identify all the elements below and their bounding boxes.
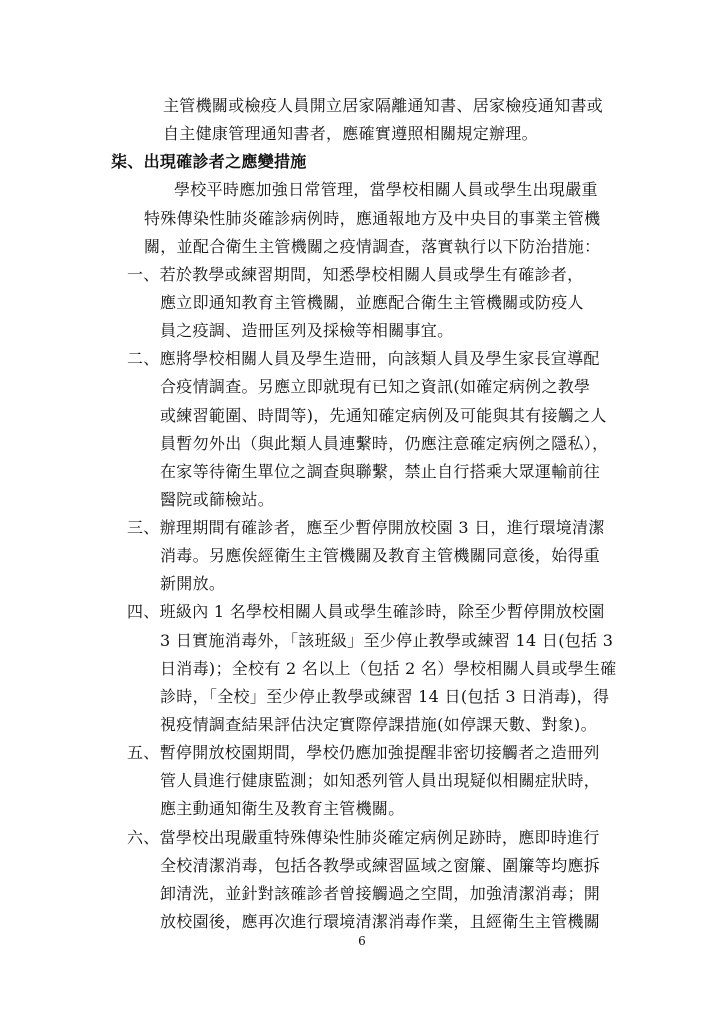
list-item-line: 消毒。另應俟經衛生主管機關及教育主管機關同意後，始得重 (160, 546, 601, 565)
section-paragraph-line: 關，並配合衛生主管機關之疫情調查，落實執行以下防治措施： (144, 237, 601, 256)
list-item-line: 合疫情調查。另應立即就現有已知之資訊(如確定病例之教學 (160, 377, 591, 396)
list-item-line: 3 日實施消毒外，「該班級」至少停止教學或練習 14 日(包括 3 (160, 631, 614, 650)
list-item-line: 全校清潔消毒，包括各教學或練習區域之窗簾、圍簾等均應拆 (160, 856, 601, 875)
list-item-line: 四、班級內 1 名學校相關人員或學生確診時，除至少暫停開放校園 (127, 602, 605, 621)
list-item-line: 一、若於教學或練習期間，知悉學校相關人員或學生有確診者， (127, 265, 584, 284)
intro-line: 自主健康管理通知書者，應確實遵照相關規定辦理。 (163, 124, 538, 143)
list-item-line: 管人員進行健康監測；如知悉列管人員出現疑似相關症狀時， (160, 771, 601, 790)
list-item-line: 五、暫停開放校園期間，學校仍應加強提醒非密切接觸者之造冊列 (127, 743, 600, 762)
list-item-line: 六、當學校出現嚴重特殊傳染性肺炎確定病例足跡時，應即時進行 (127, 828, 600, 847)
intro-line: 主管機關或檢疫人員開立居家隔離通知書、居家檢疫通知書或 (163, 96, 604, 115)
list-item-line: 醫院或篩檢站。 (160, 490, 275, 509)
list-item-line: 三、辦理期間有確診者，應至少暫停開放校園 3 日，進行環境清潔 (127, 518, 605, 537)
list-item-line: 日消毒)；全校有 2 名以上（包括 2 名）學校相關人員或學生確 (160, 659, 617, 678)
list-item-line: 應主動通知衛生及教育主管機關。 (160, 799, 405, 818)
section-heading: 柒、出現確診者之應變措施 (111, 152, 307, 171)
list-item-line: 在家等待衛生單位之調查與聯繫，禁止自行搭乘大眾運輸前往 (160, 462, 601, 481)
section-paragraph-line: 特殊傳染性肺炎確診病例時，應通報地方及中央目的事業主管機 (144, 209, 601, 228)
list-item-line: 新開放。 (160, 574, 226, 593)
list-item-line: 或練習範圍、時間等)，先通知確定病例及可能與其有接觸之人 (160, 406, 607, 425)
list-item-line: 診時，「全校」至少停止教學或練習 14 日(包括 3 日消毒)，得 (160, 687, 610, 706)
list-item-line: 員之疫調、造冊匡列及採檢等相關事宜。 (160, 321, 454, 340)
list-item-line: 員暫勿外出（與此類人員連繫時，仍應注意確定病例之隱私）， (160, 434, 609, 453)
page-number: 6 (358, 934, 366, 948)
list-item-line: 二、應將學校相關人員及學生造冊，向該類人員及學生家長宣導配 (127, 349, 600, 368)
section-paragraph-line: 學校平時應加強日常管理，當學校相關人員或學生出現嚴重 (174, 180, 598, 199)
list-item-line: 應立即通知教育主管機關，並應配合衛生主管機關或防疫人 (160, 293, 584, 312)
list-item-line: 放校園後，應再次進行環境清潔消毒作業，且經衛生主管機關 (160, 912, 601, 931)
list-item-line: 卸清洗，並針對該確診者曾接觸過之空間，加強清潔消毒；開 (160, 884, 601, 903)
list-item-line: 視疫情調查結果評估決定實際停課措施(如停課天數、對象)。 (160, 715, 597, 734)
